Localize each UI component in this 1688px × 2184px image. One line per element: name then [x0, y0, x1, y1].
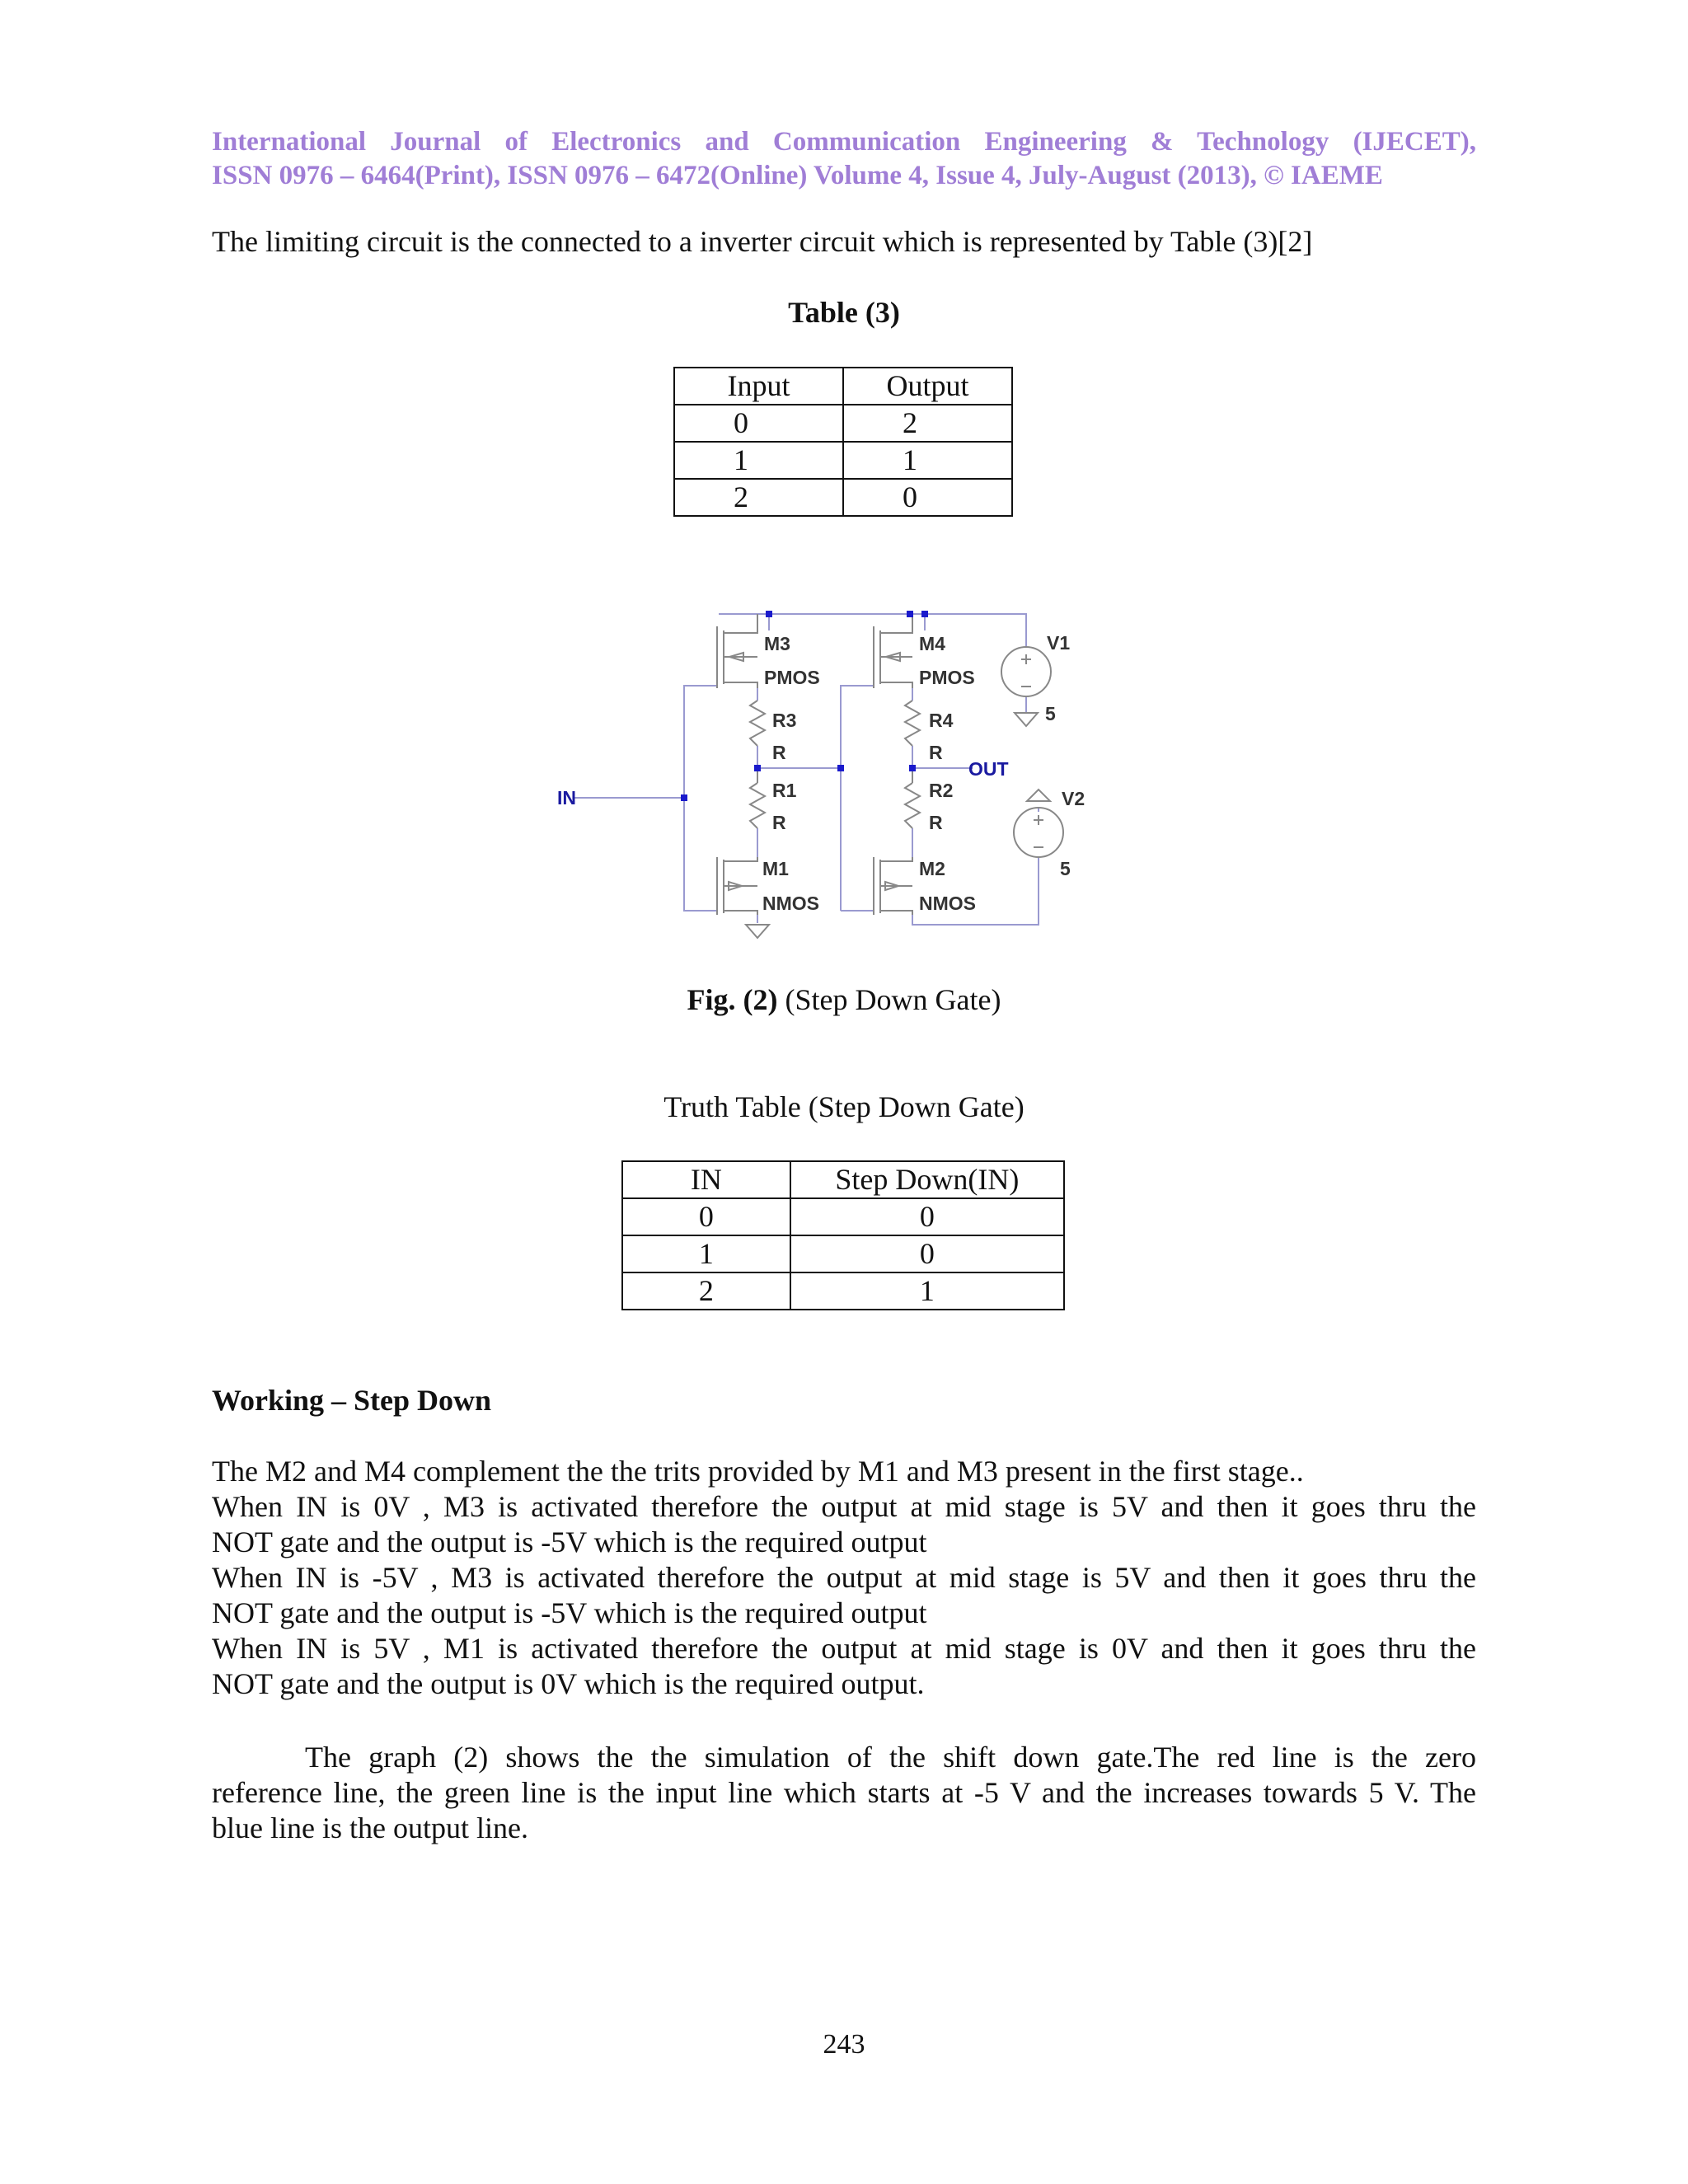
r1-label: R1	[772, 780, 797, 801]
table-row	[622, 1235, 1064, 1272]
table-header-cell: Step Down(IN)	[790, 1161, 1064, 1198]
table-cell: 1	[843, 442, 1012, 479]
table3	[673, 367, 1013, 517]
table-row	[674, 479, 1012, 516]
section-heading: Working – Step Down	[212, 1384, 492, 1417]
table-row	[622, 1272, 1064, 1310]
m2-label: M2	[919, 858, 945, 879]
m4-type-label: PMOS	[919, 667, 975, 688]
table-row	[674, 368, 1012, 405]
table-cell: 1	[674, 442, 843, 479]
figure-caption-text: (Step Down Gate)	[777, 983, 1001, 1016]
table3-title: Table (3)	[788, 296, 900, 329]
r4-label: R4	[929, 710, 954, 731]
r2-value-label: R	[929, 812, 943, 833]
table-cell: 1	[790, 1272, 1064, 1310]
m3-type-label: PMOS	[764, 667, 820, 688]
transistor-symbols	[717, 614, 912, 915]
table-header-cell: IN	[622, 1161, 790, 1198]
out-label: OUT	[968, 758, 1009, 780]
working-text	[212, 1454, 1476, 1702]
table-row	[674, 405, 1012, 442]
table-row	[622, 1161, 1064, 1198]
r3-label: R3	[772, 710, 797, 731]
graph-description	[212, 1740, 1476, 1846]
graph-description-line: The graph (2) shows the the simulation of the shift down gate.The red line is the zero	[305, 1741, 1476, 1774]
m3-label: M3	[764, 633, 790, 654]
working-line: NOT gate and the output is 0V which is the required output.	[212, 1667, 925, 1700]
journal-header-line1: International Journal of Electronics and Communication Engineering & Technology (IJECET),	[212, 127, 1476, 157]
in-label: IN	[557, 787, 576, 808]
journal-header	[212, 125, 1476, 193]
working-line: NOT gate and the output is -5V which is the required output	[212, 1596, 927, 1629]
working-line: When IN is 0V , M3 is activated therefore the output at mid stage is 5V and then it goes thru the	[212, 1490, 1476, 1523]
m2-type-label: NMOS	[919, 893, 976, 914]
table-header-cell: Output	[843, 368, 1012, 405]
table-cell: 2	[843, 405, 1012, 442]
graph-description-line: reference line, the green line is the input line which starts at -5 V and the increases towards 5 V. The	[212, 1776, 1476, 1809]
figure-caption	[0, 982, 1688, 1018]
component-labels	[557, 632, 1085, 914]
working-line: When IN is 5V , M1 is activated therefore the output at mid stage is 0V and then it goes thru the	[212, 1632, 1476, 1665]
intro-text: The limiting circuit is the connected to a inverter circuit which is represented by Table (3)[2]	[212, 225, 1313, 258]
m1-type-label: NMOS	[762, 893, 819, 914]
voltage-sources	[1001, 647, 1063, 857]
table-cell: 0	[843, 479, 1012, 516]
v2-value-label: 5	[1060, 858, 1071, 879]
working-line: The M2 and M4 complement the the trits provided by M1 and M3 present in the first stage..	[212, 1455, 1304, 1488]
r4-value-label: R	[929, 742, 943, 763]
figure-caption-number: Fig. (2)	[687, 983, 778, 1016]
journal-header-line2: ISSN 0976 – 6464(Print), ISSN 0976 – 6472(Online) Volume 4, Issue 4, July-August (2013), © IAEME	[212, 161, 1383, 190]
v2-label: V2	[1062, 788, 1085, 809]
graph-description-line: blue line is the output line.	[212, 1811, 528, 1844]
table-row	[674, 442, 1012, 479]
table-cell: 2	[674, 479, 843, 516]
v1-label: V1	[1047, 632, 1071, 654]
table-cell: 0	[674, 405, 843, 442]
r1-value-label: R	[772, 812, 786, 833]
m4-label: M4	[919, 633, 945, 654]
table-cell: 0	[622, 1198, 790, 1235]
table-row	[622, 1198, 1064, 1235]
step-down-gate-circuit	[536, 598, 1113, 944]
r2-label: R2	[929, 780, 954, 801]
working-line: NOT gate and the output is -5V which is the required output	[212, 1526, 927, 1558]
r3-value-label: R	[772, 742, 786, 763]
truth-table	[621, 1160, 1065, 1310]
m1-label: M1	[762, 858, 789, 879]
table-cell: 0	[790, 1198, 1064, 1235]
truth-table-title: Truth Table (Step Down Gate)	[663, 1090, 1025, 1123]
v1-value-label: 5	[1045, 703, 1056, 724]
table-header-cell: Input	[674, 368, 843, 405]
table-cell: 2	[622, 1272, 790, 1310]
table-cell: 1	[622, 1235, 790, 1272]
table-cell: 0	[790, 1235, 1064, 1272]
working-line: When IN is -5V , M3 is activated therefore the output at mid stage is 5V and then it goes thru the	[212, 1561, 1476, 1594]
page-number: 243	[823, 2029, 865, 2060]
